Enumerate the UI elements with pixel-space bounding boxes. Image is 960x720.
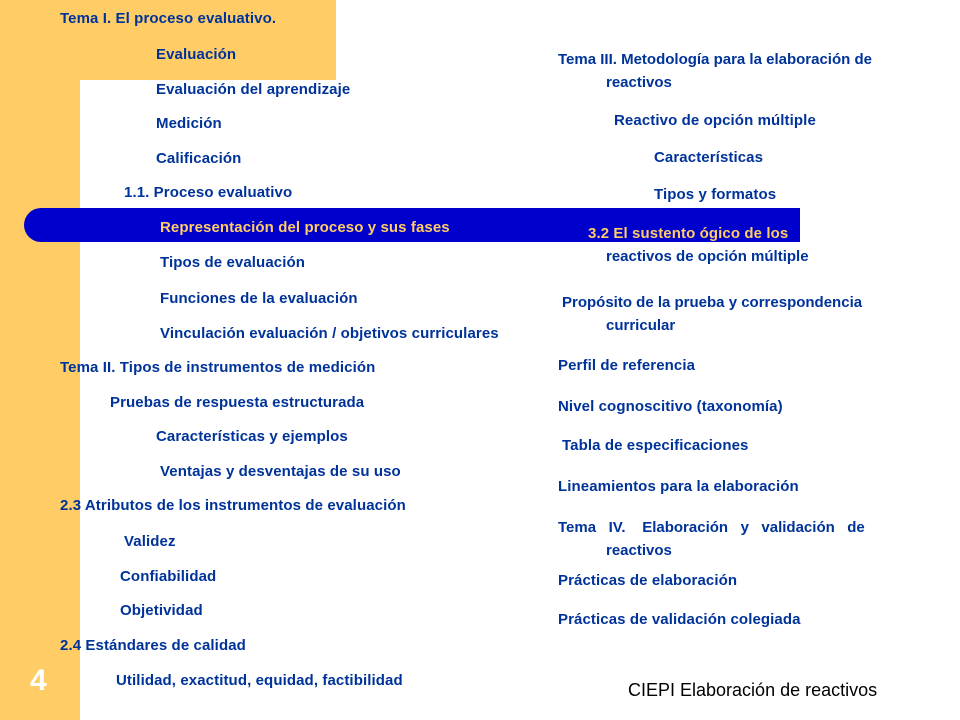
item-caracteristicas: Características bbox=[654, 149, 764, 166]
item-calificacion: Calificación bbox=[156, 150, 242, 167]
item-sustento-first: 3.2 El sustento ógico de los bbox=[588, 225, 789, 242]
item-sustento-rest: reactivos de opción múltiple bbox=[606, 248, 809, 265]
item-practicas-elaboracion: Prácticas de elaboración bbox=[558, 572, 738, 589]
tema3-title-first: Tema III. Metodología para la elaboración de bbox=[558, 51, 872, 68]
item-atributos: 2.3 Atributos de los instrumentos de evaluación bbox=[60, 497, 406, 514]
tema4-title bbox=[558, 516, 894, 562]
item-proposito-first: Propósito de la prueba y correspondencia bbox=[562, 294, 863, 311]
item-estandares: 2.4 Estándares de calidad bbox=[60, 637, 246, 654]
item-tabla: Tabla de especificaciones bbox=[562, 437, 749, 454]
item-caracteristicas-ejemplos: Características y ejemplos bbox=[156, 428, 348, 445]
slide-number: 4 bbox=[30, 664, 47, 697]
tema3-title-rest: reactivos bbox=[606, 74, 672, 91]
item-validez: Validez bbox=[124, 533, 176, 550]
rounded-corner bbox=[80, 80, 140, 140]
item-practicas-validacion: Prácticas de validación colegiada bbox=[558, 611, 801, 628]
item-evaluacion: Evaluación bbox=[156, 46, 237, 63]
item-tipos-formatos: Tipos y formatos bbox=[654, 186, 777, 203]
item-tipos-evaluacion: Tipos de evaluación bbox=[160, 254, 306, 271]
item-objetividad: Objetividad bbox=[120, 602, 203, 619]
tema1-title: Tema I. El proceso evaluativo. bbox=[60, 10, 277, 27]
item-representacion: Representación del proceso y sus fases bbox=[160, 219, 450, 236]
item-medicion: Medición bbox=[156, 115, 222, 132]
tema4-title-first: Tema IV. Elaboración y validación de bbox=[558, 519, 865, 536]
footer-text: CIEPI Elaboración de reactivos bbox=[628, 680, 878, 700]
tema4-title-rest: reactivos bbox=[606, 542, 672, 559]
item-ventajas: Ventajas y desventajas de su uso bbox=[160, 463, 401, 480]
tema2-title: Tema II. Tipos de instrumentos de medición bbox=[60, 359, 376, 376]
item-reactivo-opcion: Reactivo de opción múltiple bbox=[614, 112, 816, 129]
item-sustento bbox=[588, 222, 896, 268]
item-confiabilidad: Confiabilidad bbox=[120, 568, 217, 585]
item-nivel: Nivel cognoscitivo (taxonomía) bbox=[558, 398, 783, 415]
item-proposito bbox=[562, 291, 894, 337]
item-pruebas: Pruebas de respuesta estructurada bbox=[110, 394, 365, 411]
item-proceso-evaluativo: 1.1. Proceso evaluativo bbox=[124, 184, 293, 201]
item-vinculacion: Vinculación evaluación / objetivos curriculares bbox=[160, 325, 499, 342]
item-proposito-rest: curricular bbox=[606, 317, 676, 334]
tema3-title bbox=[558, 48, 894, 94]
item-lineamientos: Lineamientos para la elaboración bbox=[558, 478, 799, 495]
item-perfil: Perfil de referencia bbox=[558, 357, 696, 374]
item-utilidad: Utilidad, exactitud, equidad, factibilidad bbox=[116, 672, 403, 689]
item-evaluacion-aprendizaje: Evaluación del aprendizaje bbox=[156, 81, 351, 98]
item-funciones: Funciones de la evaluación bbox=[160, 290, 358, 307]
